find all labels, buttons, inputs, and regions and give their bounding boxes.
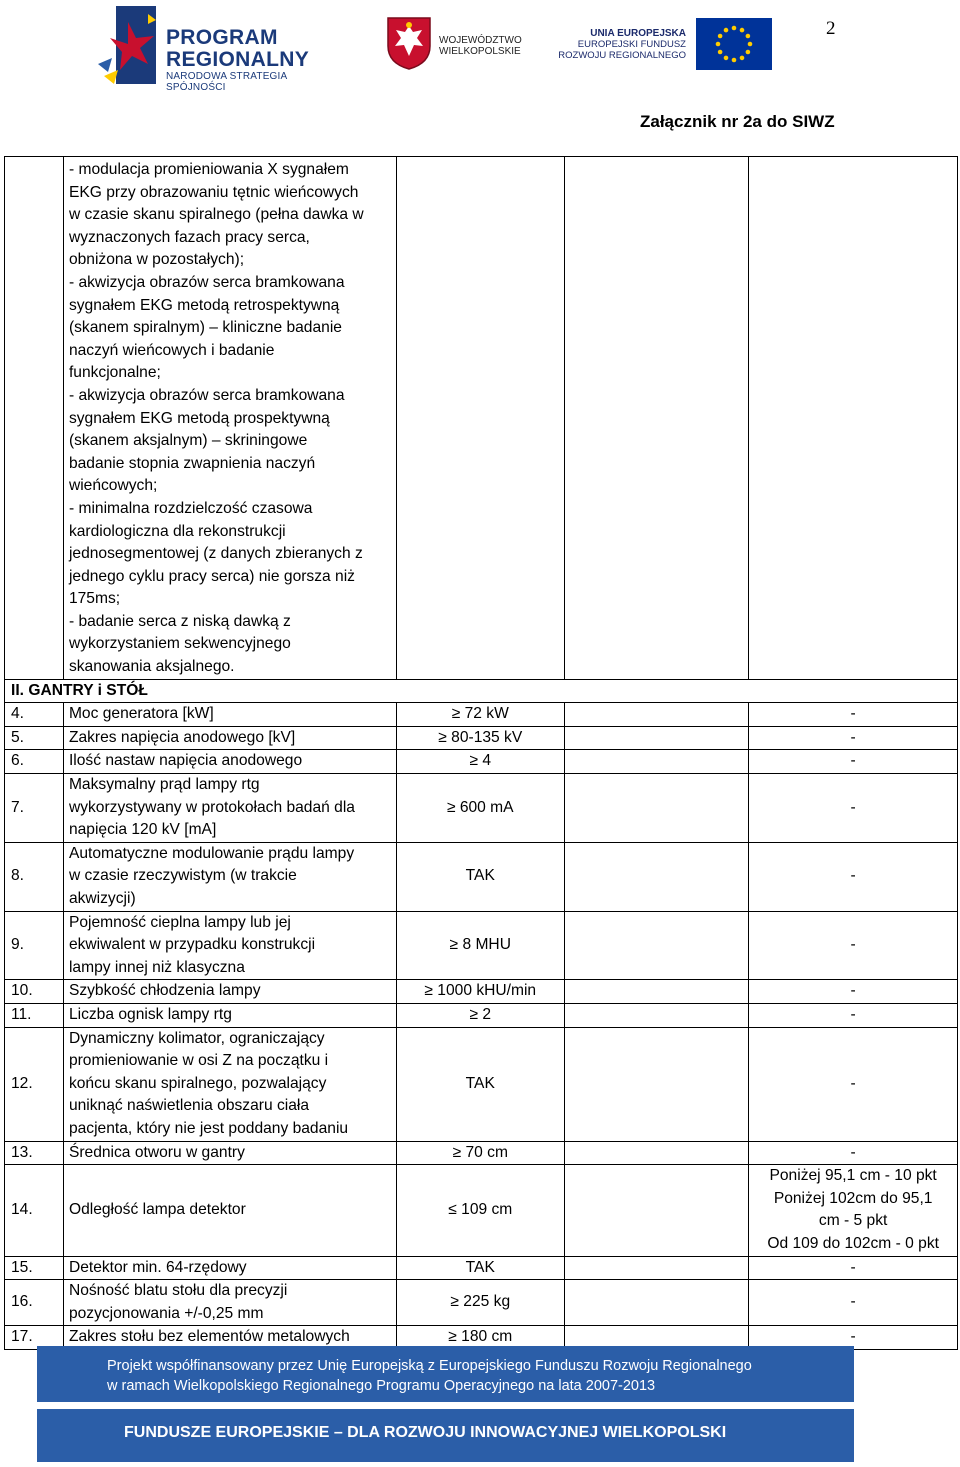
row-number: 12. bbox=[5, 1027, 64, 1141]
parameter-description bbox=[63, 1256, 396, 1280]
parameter-description-line: promieniowanie w osi Z na początku i bbox=[68, 1052, 329, 1070]
continuation-line: skanowania aksjalnego. bbox=[68, 658, 235, 676]
continuation-description bbox=[63, 157, 396, 680]
row-number: 8. bbox=[5, 842, 64, 911]
cofinancing-footer bbox=[37, 1346, 854, 1402]
scoring bbox=[749, 1027, 958, 1141]
parameter-description-line: lampy innej niż klasyczna bbox=[68, 958, 245, 976]
scoring bbox=[749, 1165, 958, 1256]
required-value: ≥ 4 bbox=[396, 750, 564, 774]
table-row bbox=[5, 703, 958, 727]
program-logo-line2: REGIONALNY bbox=[166, 48, 310, 71]
parameter-description-line: wykorzystywany w protokołach badań dla bbox=[68, 798, 355, 816]
cell-number bbox=[5, 157, 64, 680]
scoring-line: - bbox=[850, 1293, 856, 1311]
cell-required bbox=[396, 157, 564, 680]
offered-value-cell[interactable] bbox=[564, 703, 749, 727]
continuation-line: - badanie serca z niską dawką z bbox=[68, 612, 291, 630]
parameter-description-line: napięcia 120 kV [mA] bbox=[68, 821, 217, 839]
parameter-description-line: Zakres napięcia anodowego [kV] bbox=[68, 728, 296, 746]
required-value: ≥ 1000 kHU/min bbox=[396, 980, 564, 1004]
continuation-line: 175ms; bbox=[68, 590, 121, 608]
annex-title: Załącznik nr 2a do SIWZ bbox=[640, 112, 835, 131]
scoring bbox=[749, 1280, 958, 1326]
scoring-line: Poniżej 95,1 cm - 10 pkt bbox=[769, 1167, 937, 1185]
parameter-description bbox=[63, 750, 396, 774]
scoring-line: - bbox=[850, 1005, 856, 1023]
required-value: ≥ 600 mA bbox=[396, 774, 564, 843]
wojewodztwo-line2: WIELKOPOLSKIE bbox=[439, 46, 521, 57]
eu-flag-icon bbox=[696, 18, 772, 70]
cell-offered bbox=[564, 157, 749, 680]
continuation-line: - akwizycja obrazów serca bramkowana bbox=[68, 386, 345, 404]
scoring-line: Od 109 do 102cm - 0 pkt bbox=[767, 1234, 939, 1252]
page-number: 2 bbox=[826, 18, 836, 39]
parameter-description-line: Średnica otworu w gantry bbox=[68, 1143, 245, 1161]
parameter-description-line: Maksymalny prąd lampy rtg bbox=[68, 776, 260, 794]
parameter-description-line: końcu skanu spiralnego, pozwalający bbox=[68, 1074, 327, 1092]
cell-scoring bbox=[749, 157, 958, 680]
continuation-line: jednosegmentowej (z danych zbieranych z bbox=[68, 545, 363, 563]
parameter-description bbox=[63, 911, 396, 980]
scoring-line: - bbox=[850, 728, 856, 746]
table-row bbox=[5, 1003, 958, 1027]
scoring bbox=[749, 842, 958, 911]
row-number: 13. bbox=[5, 1141, 64, 1165]
parameter-description-line: akwizycji) bbox=[68, 890, 136, 907]
continuation-line: sygnałem EKG metodą prospektywną bbox=[68, 409, 330, 427]
continuation-line: (skanem spiralnym) – kliniczne badanie bbox=[68, 319, 342, 337]
parameter-description-line: Pojemność cieplna lampy lub jej bbox=[68, 913, 291, 931]
specification-table bbox=[4, 156, 958, 1350]
offered-value-cell[interactable] bbox=[564, 1003, 749, 1027]
continuation-line: w czasie skanu spiralnego (pełna dawka w bbox=[68, 206, 364, 224]
section-row bbox=[5, 679, 958, 703]
parameter-description-line: Ilość nastaw napięcia anodowego bbox=[68, 752, 303, 770]
scoring bbox=[749, 980, 958, 1004]
scoring-line: cm - 5 pkt bbox=[818, 1212, 888, 1230]
required-value: ≥ 72 kW bbox=[396, 703, 564, 727]
parameter-description bbox=[63, 1280, 396, 1326]
table-row bbox=[5, 1280, 958, 1326]
parameter-description bbox=[63, 1141, 396, 1165]
program-logo-line1: PROGRAM bbox=[166, 26, 278, 49]
parameter-description-line: pozycjonowania +/-0,25 mm bbox=[68, 1304, 264, 1322]
eu-logo-line1: UNIA EUROPEJSKA bbox=[590, 28, 686, 39]
offered-value-cell[interactable] bbox=[564, 911, 749, 980]
offered-value-cell[interactable] bbox=[564, 980, 749, 1004]
program-regionalny-logo bbox=[98, 6, 348, 93]
required-value: ≥ 70 cm bbox=[396, 1141, 564, 1165]
continuation-line: wyznaczonych fazach pracy serca, bbox=[68, 228, 310, 246]
parameter-description-line: Detektor min. 64-rzędowy bbox=[68, 1258, 247, 1276]
eu-funds-banner: FUNDUSZE EUROPEJSKIE – DLA ROZWOJU INNOWACYJNEJ WIELKOPOLSKI bbox=[37, 1409, 854, 1462]
parameter-description bbox=[63, 1003, 396, 1027]
continuation-line: funkcjonalne; bbox=[68, 364, 161, 382]
continuation-line: - akwizycja obrazów serca bramkowana bbox=[68, 273, 345, 291]
offered-value-cell[interactable] bbox=[564, 750, 749, 774]
parameter-description-line: uniknąć naświetlenia obszaru ciała bbox=[68, 1097, 310, 1115]
continuation-line: - modulacja promieniowania X sygnałem bbox=[68, 161, 349, 178]
parameter-description-line: Szybkość chłodzenia lampy bbox=[68, 982, 261, 1000]
required-value: TAK bbox=[396, 842, 564, 911]
program-logo-line3: NARODOWA STRATEGIA SPÓJNOŚCI bbox=[166, 71, 287, 93]
continuation-line: wykorzystaniem sekwencyjnego bbox=[68, 635, 291, 653]
program-regionalny-mark-icon bbox=[98, 6, 162, 84]
parameter-description-line: Dynamiczny kolimator, ograniczający bbox=[68, 1029, 325, 1047]
scoring bbox=[749, 1003, 958, 1027]
scoring-line: Poniżej 102cm do 95,1 bbox=[773, 1189, 933, 1207]
row-number: 14. bbox=[5, 1165, 64, 1256]
row-number: 16. bbox=[5, 1280, 64, 1326]
parameter-description bbox=[63, 1027, 396, 1141]
parameter-description-line: pacjenta, który nie jest poddany badaniu bbox=[68, 1119, 349, 1137]
continuation-line: obniżona w pozostałych); bbox=[68, 251, 245, 269]
parameter-description-line: Liczba ognisk lampy rtg bbox=[68, 1005, 232, 1023]
table-row bbox=[5, 911, 958, 980]
scoring bbox=[749, 911, 958, 980]
required-value: ≥ 2 bbox=[396, 1003, 564, 1027]
table-row bbox=[5, 774, 958, 843]
row-number: 4. bbox=[5, 703, 64, 727]
wojewodztwo-wielkopolskie-logo bbox=[386, 16, 536, 72]
scoring-line: - bbox=[850, 798, 856, 816]
table-row bbox=[5, 980, 958, 1004]
eagle-shield-icon bbox=[386, 16, 432, 70]
table-row bbox=[5, 1141, 958, 1165]
scoring-line: - bbox=[850, 1258, 856, 1276]
required-value: ≥ 8 MHU bbox=[396, 911, 564, 980]
scoring bbox=[749, 703, 958, 727]
table-row bbox=[5, 750, 958, 774]
parameter-description-line: Zakres stołu bez elementów metalowych bbox=[68, 1328, 350, 1346]
offered-value-cell[interactable] bbox=[564, 726, 749, 750]
table-row bbox=[5, 1027, 958, 1141]
required-value: ≥ 225 kg bbox=[396, 1280, 564, 1326]
scoring bbox=[749, 1256, 958, 1280]
required-value: ≥ 80-135 kV bbox=[396, 726, 564, 750]
required-value: ≥ 180 cm bbox=[396, 1326, 564, 1350]
footer-line2: w ramach Wielkopolskiego Regionalnego Programu Operacyjnego na lata 2007-2013 bbox=[107, 1378, 656, 1394]
eu-logo-text bbox=[558, 28, 686, 61]
table-row bbox=[5, 1165, 958, 1256]
table-row bbox=[5, 726, 958, 750]
row-number: 17. bbox=[5, 1326, 64, 1350]
scoring-line: - bbox=[850, 1074, 856, 1092]
scoring bbox=[749, 750, 958, 774]
parameter-description-line: Nośność blatu stołu dla precyzji bbox=[68, 1282, 288, 1300]
parameter-description-line: w czasie rzeczywistym (w trakcie bbox=[68, 867, 297, 885]
required-value: TAK bbox=[396, 1256, 564, 1280]
offered-value-cell[interactable] bbox=[564, 774, 749, 843]
continuation-line: kardiologiczna dla rekonstrukcji bbox=[68, 522, 286, 540]
required-value: ≤ 109 cm bbox=[396, 1165, 564, 1256]
table-row bbox=[5, 1256, 958, 1280]
row-number: 10. bbox=[5, 980, 64, 1004]
scoring-line: - bbox=[850, 1328, 856, 1346]
row-number: 5. bbox=[5, 726, 64, 750]
scoring bbox=[749, 774, 958, 843]
offered-value-cell[interactable] bbox=[564, 1165, 749, 1256]
parameter-description bbox=[63, 703, 396, 727]
row-number: 7. bbox=[5, 774, 64, 843]
row-number: 15. bbox=[5, 1256, 64, 1280]
parameter-description-line: Odległość lampa detektor bbox=[68, 1201, 246, 1219]
continuation-line: naczyń wieńcowych i badanie bbox=[68, 341, 275, 359]
continuation-line: - minimalna rozdzielczość czasowa bbox=[68, 499, 313, 517]
row-number: 9. bbox=[5, 911, 64, 980]
offered-value-cell[interactable] bbox=[564, 1256, 749, 1280]
continuation-line: wieńcowych; bbox=[68, 477, 158, 495]
scoring bbox=[749, 1141, 958, 1165]
scoring-line: - bbox=[850, 982, 856, 1000]
parameter-description-line: Automatyczne modulowanie prądu lampy bbox=[68, 844, 355, 862]
parameter-description bbox=[63, 980, 396, 1004]
parameter-description bbox=[63, 1165, 396, 1256]
continuation-line: sygnałem EKG metodą retrospektywną bbox=[68, 296, 340, 314]
scoring-line: - bbox=[850, 1143, 856, 1161]
parameter-description bbox=[63, 842, 396, 911]
wojewodztwo-line1: WOJEWÓDZTWO bbox=[439, 35, 522, 46]
scoring-line: - bbox=[850, 752, 856, 770]
row-number: 11. bbox=[5, 1003, 64, 1027]
parameter-description bbox=[63, 726, 396, 750]
scoring-line: - bbox=[850, 936, 856, 954]
offered-value-cell[interactable] bbox=[564, 1141, 749, 1165]
continuation-line: EKG przy obrazowaniu tętnic wieńcowych bbox=[68, 183, 359, 201]
scoring bbox=[749, 726, 958, 750]
offered-value-cell[interactable] bbox=[564, 1027, 749, 1141]
scoring-line: - bbox=[850, 867, 856, 885]
offered-value-cell[interactable] bbox=[564, 1280, 749, 1326]
eu-fund-logo bbox=[560, 18, 772, 70]
row-number: 6. bbox=[5, 750, 64, 774]
offered-value-cell[interactable] bbox=[564, 842, 749, 911]
parameter-description-line: ekwiwalent w przypadku konstrukcji bbox=[68, 936, 316, 954]
parameter-description-line: Moc generatora [kW] bbox=[68, 705, 214, 723]
eu-logo-line3: ROZWOJU REGIONALNEGO bbox=[558, 50, 686, 61]
required-value: TAK bbox=[396, 1027, 564, 1141]
continuation-row bbox=[5, 157, 958, 680]
continuation-line: badanie stopnia zwapnienia naczyń bbox=[68, 454, 316, 472]
table-row bbox=[5, 842, 958, 911]
parameter-description bbox=[63, 774, 396, 843]
footer-line1: Projekt współfinansowany przez Unię Europejską z Europejskiego Funduszu Rozwoju Regionalnego bbox=[107, 1358, 752, 1374]
section-title: II. GANTRY i STÓŁ bbox=[5, 679, 958, 703]
scoring-line: - bbox=[850, 705, 856, 723]
continuation-line: (skanem aksjalnym) – skriningowe bbox=[68, 432, 308, 450]
eu-logo-line2: EUROPEJSKI FUNDUSZ bbox=[577, 39, 686, 50]
continuation-line: jednego cyklu pracy serca) nie gorsza niż bbox=[68, 567, 355, 585]
